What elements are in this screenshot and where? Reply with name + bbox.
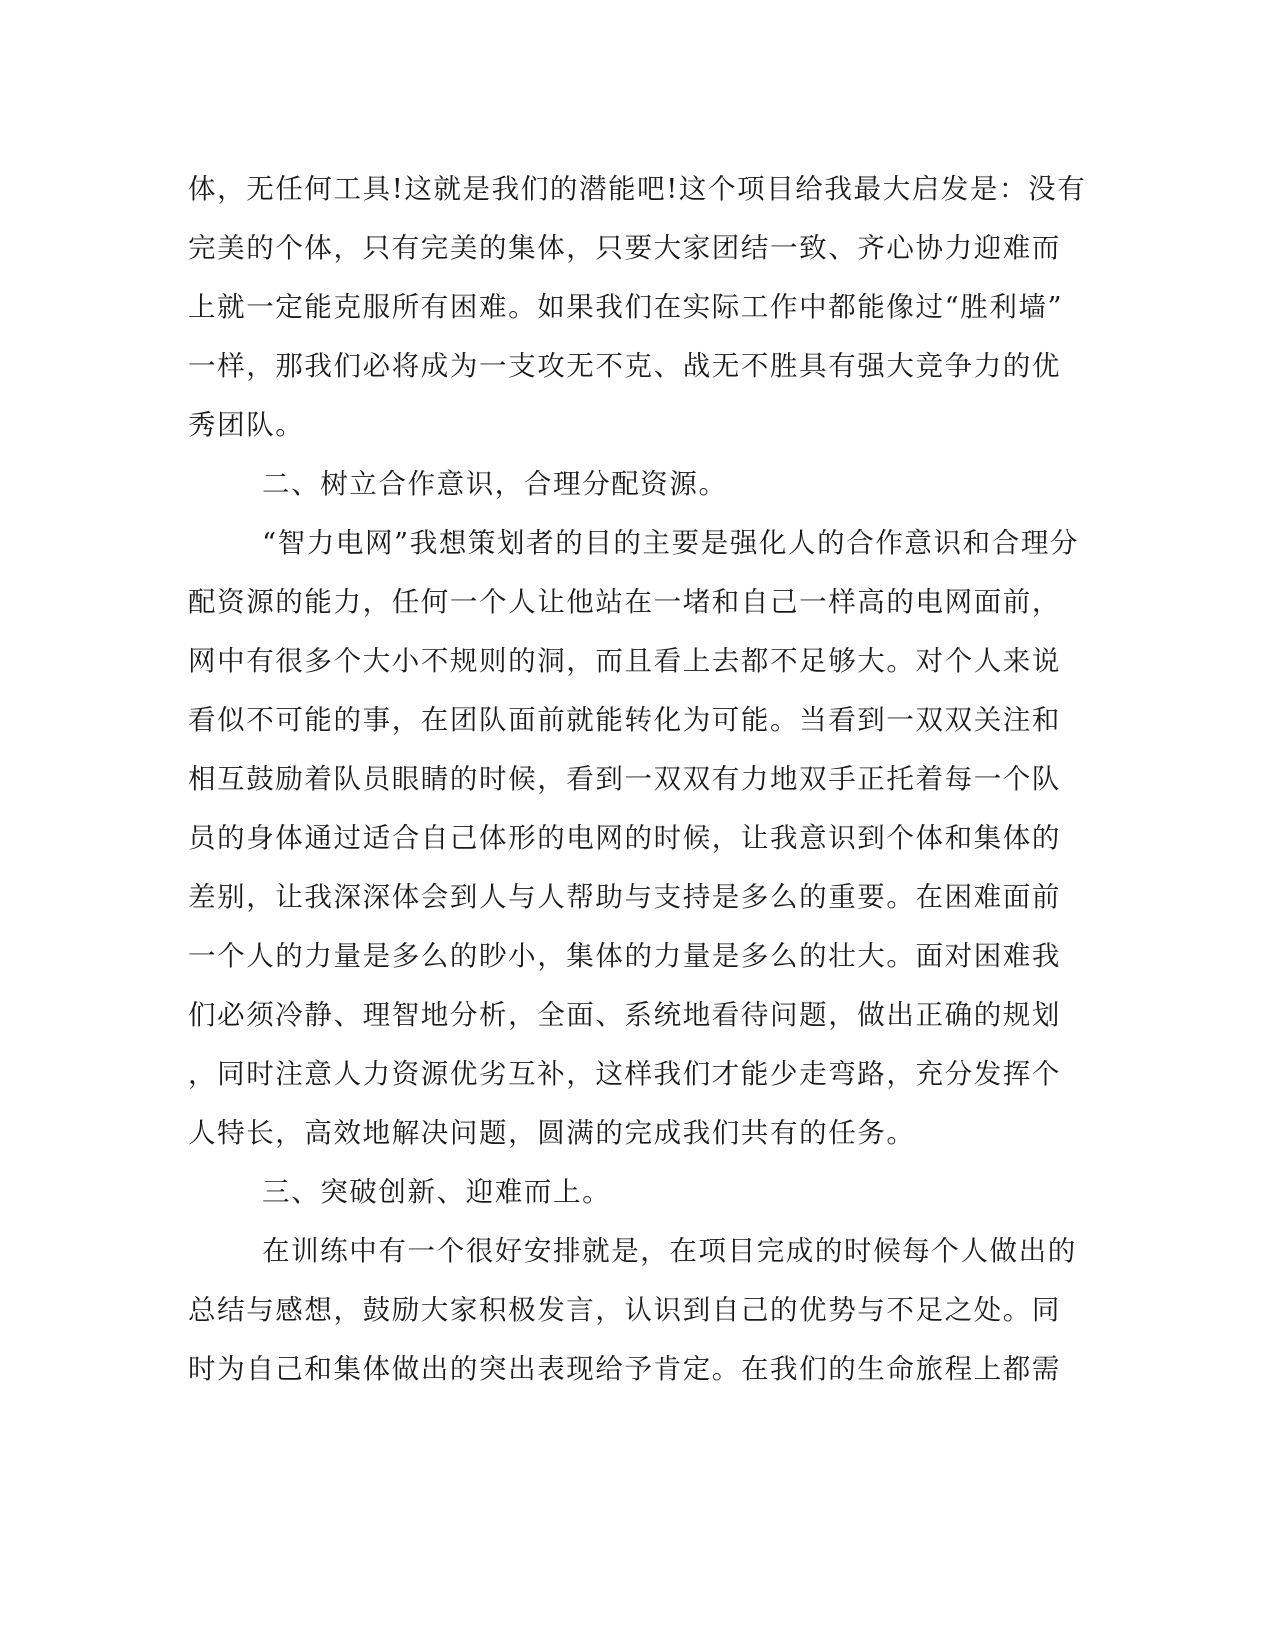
text-line: 上就一定能克服所有困难。如果我们在实际工作中都能像过“胜利墙” [188, 291, 1064, 323]
text-line: 一样，那我们必将成为一支攻无不克、战无不胜具有强大竞争力的优 [188, 350, 1061, 382]
text-line: 完美的个体，只有完美的集体，只要大家团结一致、齐心协力迎难而 [188, 232, 1061, 264]
text-line: “智力电网”我想策划者的目的主要是强化人的合作意识和合理分 [262, 527, 1080, 559]
text-line: 在训练中有一个很好安排就是，在项目完成的时候每个人做出的 [262, 1235, 1077, 1267]
text-line: 人特长，高效地解决问题，圆满的完成我们共有的任务。 [188, 1117, 916, 1149]
text-line: ，同时注意人力资源优劣互补，这样我们才能少走弯路，充分发挥个 [188, 1058, 1061, 1090]
text-line: 网中有很多个大小不规则的洞，而且看上去都不足够大。对个人来说 [188, 645, 1061, 677]
text-line: 员的身体通过适合自己体形的电网的时候，让我意识到个体和集体的 [188, 822, 1061, 854]
section-heading: 二、树立合作意识，合理分配资源。 [262, 468, 728, 500]
section-heading: 三、突破创新、迎难而上。 [262, 1176, 612, 1208]
text-line: 秀团队。 [188, 409, 305, 441]
text-line: 总结与感想，鼓励大家积极发言，认识到自己的优势与不足之处。同 [188, 1294, 1061, 1326]
document-body [188, 160, 1088, 1399]
text-line: 相互鼓励着队员眼睛的时候，看到一双双有力地双手正托着每一个队 [188, 763, 1061, 795]
text-line: 配资源的能力，任何一个人让他站在一堵和自己一样高的电网面前， [188, 586, 1061, 618]
text-line: 一个人的力量是多么的眇小，集体的力量是多么的壮大。面对困难我 [188, 940, 1061, 972]
text-line: 看似不可能的事，在团队面前就能转化为可能。当看到一双双关注和 [188, 704, 1061, 736]
text-line: 们必须冷静、理智地分析，全面、系统地看待问题，做出正确的规划 [188, 999, 1061, 1031]
text-line: 差别，让我深深体会到人与人帮助与支持是多么的重要。在困难面前 [188, 881, 1061, 913]
text-line: 体，无任何工具!这就是我们的潜能吧!这个项目给我最大启发是：没有 [188, 173, 1087, 205]
text-line: 时为自己和集体做出的突出表现给予肯定。在我们的生命旅程上都需 [188, 1353, 1061, 1385]
